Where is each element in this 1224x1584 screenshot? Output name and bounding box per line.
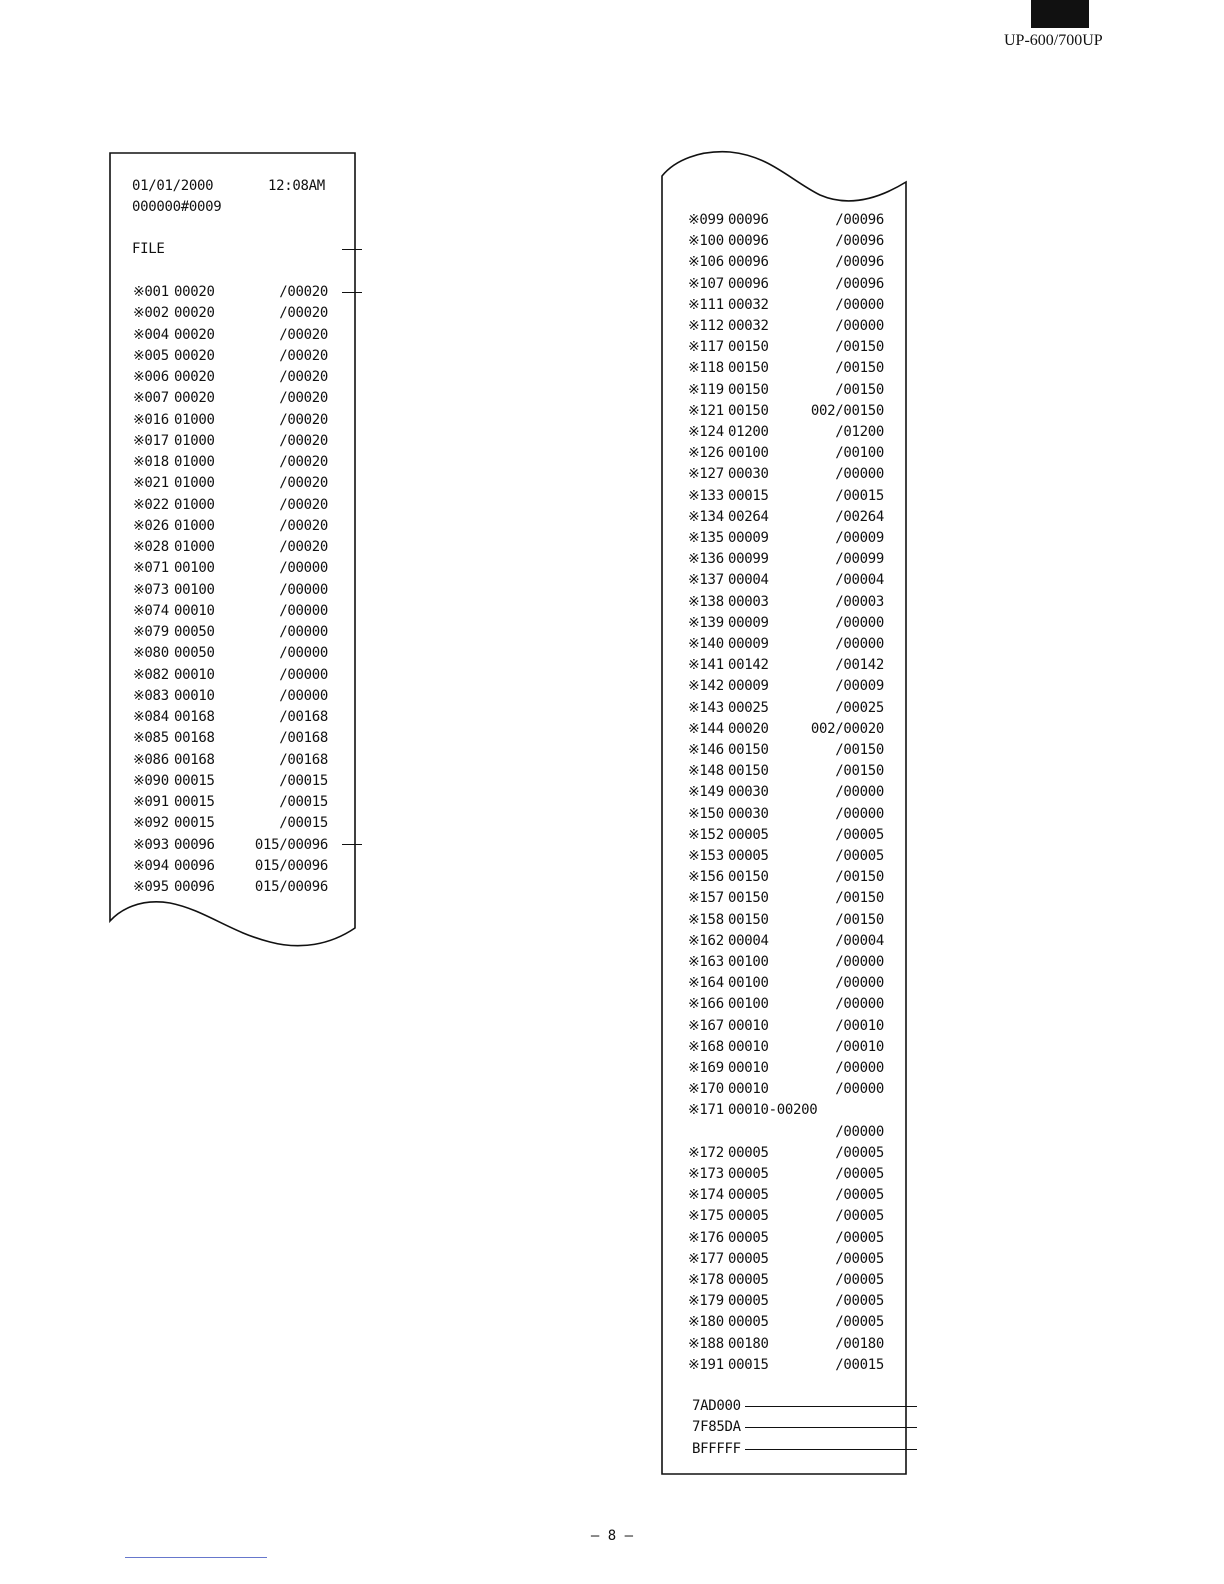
row-value: 00015	[174, 815, 215, 832]
row-value: 00020	[174, 390, 215, 407]
row-value: 00030	[728, 466, 769, 483]
row-code: ※124	[688, 424, 724, 440]
row-value: 00020	[174, 284, 215, 300]
row-code: ※090	[133, 772, 169, 789]
row-value: 00150	[728, 890, 769, 907]
footer-rule	[125, 1557, 267, 1558]
row-code: ※018	[133, 454, 169, 470]
row-value: 00010-00200	[728, 1102, 818, 1119]
row-value: 01000	[174, 517, 215, 534]
row-total: /00150	[835, 890, 884, 907]
row-value: 00050	[174, 624, 215, 640]
row-value: 00096	[728, 212, 769, 228]
row-code: ※082	[133, 666, 169, 683]
row-value: 00003	[728, 593, 769, 610]
row-total: /00020	[279, 475, 328, 492]
row-code: ※026	[133, 517, 169, 534]
row-code: ※191	[688, 1356, 724, 1373]
row-code: ※136	[688, 551, 724, 568]
row-total: /00000	[835, 466, 884, 483]
row-code: ※099	[688, 212, 724, 228]
row-total: /00000	[279, 581, 328, 598]
row-total: /00005	[835, 1144, 884, 1161]
row-total: /00005	[835, 1229, 884, 1246]
row-value: 00032	[728, 296, 769, 313]
memory-code: 7F85DA	[692, 1419, 741, 1436]
row-total: /00005	[835, 848, 884, 864]
row-code: ※002	[133, 305, 169, 322]
row-total: /00000	[835, 614, 884, 631]
row-value: 00005	[728, 1272, 769, 1288]
row-total: /00100	[835, 445, 884, 462]
row-code: ※117	[688, 339, 724, 356]
row-value: 00005	[728, 1144, 769, 1161]
row-value: 01000	[174, 539, 215, 555]
row-value: 00020	[174, 369, 215, 385]
row-value: 00096	[728, 254, 769, 271]
row-total: /00096	[835, 212, 884, 228]
row-total: 015/00096	[254, 879, 328, 895]
row-total: /00000	[279, 602, 328, 619]
file-label: FILE	[132, 241, 165, 257]
row-code: ※138	[688, 593, 724, 610]
row-total: /00020	[279, 305, 328, 322]
row-value: 00150	[728, 911, 769, 928]
row-code: ※163	[688, 954, 724, 970]
row-value: 00004	[728, 572, 769, 589]
row-total: /00003	[835, 593, 884, 610]
row-code: ※143	[688, 699, 724, 716]
row-total: /00020	[279, 496, 328, 513]
row-total: /00000	[279, 560, 328, 577]
row-total: /00000	[835, 1060, 884, 1076]
row-code: ※017	[133, 432, 169, 449]
row-total: /00000	[835, 636, 884, 652]
row-value: 00005	[728, 1166, 769, 1182]
row-code: ※169	[688, 1060, 724, 1076]
row-value: 00020	[728, 720, 769, 737]
row-total: /00000	[279, 687, 328, 704]
model-label: UP-600/700UP	[1004, 32, 1103, 49]
row-total: /00005	[835, 1187, 884, 1204]
row-code: ※005	[133, 347, 169, 364]
row-value: 01000	[174, 432, 215, 449]
row-value: 00015	[728, 487, 769, 504]
row-code: ※127	[688, 466, 724, 483]
row-code: ※121	[688, 402, 724, 419]
row-total: /00015	[279, 815, 328, 832]
row-code: ※142	[688, 678, 724, 695]
row-value: 00010	[728, 1038, 769, 1055]
row-total: /01200	[835, 424, 884, 440]
row-total: /00000	[279, 624, 328, 640]
row-value: 00009	[728, 636, 769, 652]
row-code: ※179	[688, 1293, 724, 1310]
row-total: /00020	[279, 326, 328, 343]
row-total: /00005	[835, 1314, 884, 1331]
leader-tick	[342, 844, 362, 845]
row-total: /00020	[279, 411, 328, 428]
row-value: 00050	[174, 645, 215, 662]
row-code: ※134	[688, 508, 724, 525]
row-code: ※073	[133, 581, 169, 598]
row-value: 00099	[728, 551, 769, 568]
row-total: /00005	[835, 1250, 884, 1267]
row-code: ※188	[688, 1335, 724, 1352]
row-code: ※175	[688, 1208, 724, 1225]
row-code: ※176	[688, 1229, 724, 1246]
row-code: ※106	[688, 254, 724, 271]
row-code: ※006	[133, 369, 169, 385]
row-total: /00005	[835, 1272, 884, 1288]
row-total: /00005	[835, 1293, 884, 1310]
row-code: ※111	[688, 296, 724, 313]
row-value: 00004	[728, 932, 769, 949]
row-total: /00015	[279, 794, 328, 810]
row-code: ※156	[688, 869, 724, 886]
row-code: ※007	[133, 390, 169, 407]
row-total: /00005	[835, 1208, 884, 1225]
row-value: 00010	[174, 666, 215, 683]
row-code: ※139	[688, 614, 724, 631]
row-total: /00150	[835, 742, 884, 758]
row-total: /00150	[835, 381, 884, 398]
row-total: /00020	[279, 539, 328, 555]
row-code: ※080	[133, 645, 169, 662]
row-code: ※133	[688, 487, 724, 504]
row-code: ※126	[688, 445, 724, 462]
row-total: /00168	[279, 751, 328, 768]
row-value: 00100	[728, 975, 769, 992]
row-code: ※100	[688, 233, 724, 250]
row-code: ※164	[688, 975, 724, 992]
row-value: 00025	[728, 699, 769, 716]
row-value: 00264	[728, 508, 769, 525]
page-number: – 8 –	[590, 1528, 634, 1544]
row-code: ※152	[688, 826, 724, 843]
row-code: ※162	[688, 932, 724, 949]
row-total: /00020	[279, 517, 328, 534]
row-value: 00009	[728, 614, 769, 631]
row-total: /00005	[835, 1166, 884, 1182]
row-total: /00000	[279, 666, 328, 683]
row-code: ※141	[688, 657, 724, 674]
row-total: 015/00096	[254, 857, 328, 874]
row-total: /00168	[279, 730, 328, 747]
row-code: ※091	[133, 794, 169, 810]
row-code: ※119	[688, 381, 724, 398]
row-total: /00264	[835, 508, 884, 525]
memory-code: BFFFFF	[692, 1440, 741, 1457]
row-value: 00096	[174, 857, 215, 874]
row-value: 00020	[174, 347, 215, 364]
row-total: /00168	[279, 709, 328, 725]
row-value: 00009	[728, 678, 769, 695]
row-value: 00015	[174, 794, 215, 810]
row-total: 002/00020	[810, 720, 884, 737]
row-code: ※083	[133, 687, 169, 704]
row-code: ※149	[688, 784, 724, 801]
row-value: 00100	[174, 560, 215, 577]
row-code: ※157	[688, 890, 724, 907]
row-code: ※112	[688, 318, 724, 334]
row-total: /00005	[835, 826, 884, 843]
row-code: ※168	[688, 1038, 724, 1055]
row-value: 00005	[728, 1314, 769, 1331]
row-code: ※150	[688, 805, 724, 822]
row-code: ※093	[133, 836, 169, 853]
row-value: 00005	[728, 1187, 769, 1204]
row-total: /00096	[835, 254, 884, 271]
row-code: ※173	[688, 1166, 724, 1182]
row-code: ※118	[688, 360, 724, 377]
leader-tick	[342, 292, 362, 293]
row-code: ※172	[688, 1144, 724, 1161]
row-code: ※144	[688, 720, 724, 737]
row-code: ※084	[133, 709, 169, 725]
row-total: /00015	[835, 1356, 884, 1373]
receipt-counter: 000000#0009	[132, 199, 222, 215]
row-total: 015/00096	[254, 836, 328, 853]
memory-code: 7AD000	[692, 1398, 741, 1414]
row-value: 00150	[728, 763, 769, 780]
row-value: 01000	[174, 454, 215, 470]
row-code: ※137	[688, 572, 724, 589]
row-total: /00000	[835, 296, 884, 313]
row-value: 00005	[728, 1208, 769, 1225]
row-total: /00015	[279, 772, 328, 789]
row-total: /00000	[835, 996, 884, 1013]
row-value: 00010	[174, 602, 215, 619]
row-total: /00010	[835, 1017, 884, 1034]
row-code: ※085	[133, 730, 169, 747]
row-value: 01200	[728, 424, 769, 440]
row-value: 00180	[728, 1335, 769, 1352]
row-value: 00150	[728, 381, 769, 398]
receipt-date: 01/01/2000	[132, 178, 214, 194]
row-value: 01000	[174, 475, 215, 492]
row-value: 00005	[728, 1293, 769, 1310]
row-value: 00010	[728, 1017, 769, 1034]
row-total: /00020	[279, 284, 328, 300]
row-code: ※086	[133, 751, 169, 768]
row-code: ※180	[688, 1314, 724, 1331]
row-value: 00009	[728, 530, 769, 546]
leader-line	[745, 1449, 917, 1450]
row-total: /00000	[835, 975, 884, 992]
row-value: 00096	[174, 879, 215, 895]
row-code: ※171	[688, 1102, 724, 1119]
row-code: ※095	[133, 879, 169, 895]
row-value: 00168	[174, 709, 215, 725]
row-total: /00150	[835, 911, 884, 928]
row-value: 00150	[728, 742, 769, 758]
row-code: ※107	[688, 275, 724, 292]
row-total: /00096	[835, 275, 884, 292]
row-total: /00009	[835, 678, 884, 695]
row-value: 00096	[728, 233, 769, 250]
row-code: ※004	[133, 326, 169, 343]
row-total: 002/00150	[810, 402, 884, 419]
row-total: /00096	[835, 233, 884, 250]
row-total: /00015	[835, 487, 884, 504]
row-total: /00000	[835, 318, 884, 334]
row-total: /00009	[835, 530, 884, 546]
row-value: 01000	[174, 496, 215, 513]
row-code: ※158	[688, 911, 724, 928]
row-total: /00150	[835, 339, 884, 356]
row-value: 00096	[728, 275, 769, 292]
row-value: 00150	[728, 360, 769, 377]
row-value: 00096	[174, 836, 215, 853]
row-value: 00032	[728, 318, 769, 334]
row-value: 00168	[174, 751, 215, 768]
row-value: 00030	[728, 805, 769, 822]
row-total: /00180	[835, 1335, 884, 1352]
row-total: /00020	[279, 454, 328, 470]
row-value: 00020	[174, 305, 215, 322]
row-code: ※094	[133, 857, 169, 874]
row-value: 00010	[728, 1081, 769, 1098]
row-code: ※016	[133, 411, 169, 428]
row-value: 00005	[728, 826, 769, 843]
row-value: 00015	[728, 1356, 769, 1373]
row-code: ※079	[133, 624, 169, 640]
row-code: ※146	[688, 742, 724, 758]
row-total: /00150	[835, 869, 884, 886]
row-total: /00000	[835, 954, 884, 970]
row-value: 00100	[174, 581, 215, 598]
row-code: ※021	[133, 475, 169, 492]
row-value: 00142	[728, 657, 769, 674]
row-code: ※140	[688, 636, 724, 652]
row-code: ※135	[688, 530, 724, 546]
row-code: ※153	[688, 848, 724, 864]
row-code: ※071	[133, 560, 169, 577]
row-total: /00099	[835, 551, 884, 568]
row-total: /00000	[835, 1123, 884, 1140]
row-total: /00020	[279, 390, 328, 407]
row-value: 00010	[728, 1060, 769, 1076]
row-total: /00020	[279, 432, 328, 449]
row-value: 01000	[174, 411, 215, 428]
row-total: /00150	[835, 763, 884, 780]
row-total: /00004	[835, 572, 884, 589]
row-code: ※148	[688, 763, 724, 780]
row-value: 00005	[728, 848, 769, 864]
row-code: ※022	[133, 496, 169, 513]
row-total: /00004	[835, 932, 884, 949]
receipt-time: 12:08AM	[268, 178, 325, 194]
row-code: ※167	[688, 1017, 724, 1034]
row-total: /00020	[279, 347, 328, 364]
row-value: 00030	[728, 784, 769, 801]
row-code: ※174	[688, 1187, 724, 1204]
row-value: 00150	[728, 339, 769, 356]
row-total: /00025	[835, 699, 884, 716]
row-code: ※170	[688, 1081, 724, 1098]
row-total: /00150	[835, 360, 884, 377]
row-value: 00150	[728, 402, 769, 419]
row-value: 00168	[174, 730, 215, 747]
row-total: /00020	[279, 369, 328, 385]
row-total: /00000	[835, 784, 884, 801]
leader-line	[745, 1427, 917, 1428]
row-code: ※166	[688, 996, 724, 1013]
row-total: /00000	[835, 805, 884, 822]
leader-line	[745, 1406, 917, 1407]
row-code: ※178	[688, 1272, 724, 1288]
row-total: /00000	[835, 1081, 884, 1098]
row-value: 00100	[728, 445, 769, 462]
row-value: 00005	[728, 1250, 769, 1267]
row-value: 00100	[728, 996, 769, 1013]
row-value: 00015	[174, 772, 215, 789]
leader-tick	[342, 249, 362, 250]
row-code: ※074	[133, 602, 169, 619]
row-value: 00100	[728, 954, 769, 970]
row-value: 00005	[728, 1229, 769, 1246]
row-code: ※092	[133, 815, 169, 832]
row-total: /00010	[835, 1038, 884, 1055]
row-value: 00010	[174, 687, 215, 704]
row-total: /00142	[835, 657, 884, 674]
row-total: /00000	[279, 645, 328, 662]
row-code: ※001	[133, 284, 169, 300]
row-code: ※028	[133, 539, 169, 555]
row-code: ※177	[688, 1250, 724, 1267]
row-value: 00020	[174, 326, 215, 343]
row-value: 00150	[728, 869, 769, 886]
